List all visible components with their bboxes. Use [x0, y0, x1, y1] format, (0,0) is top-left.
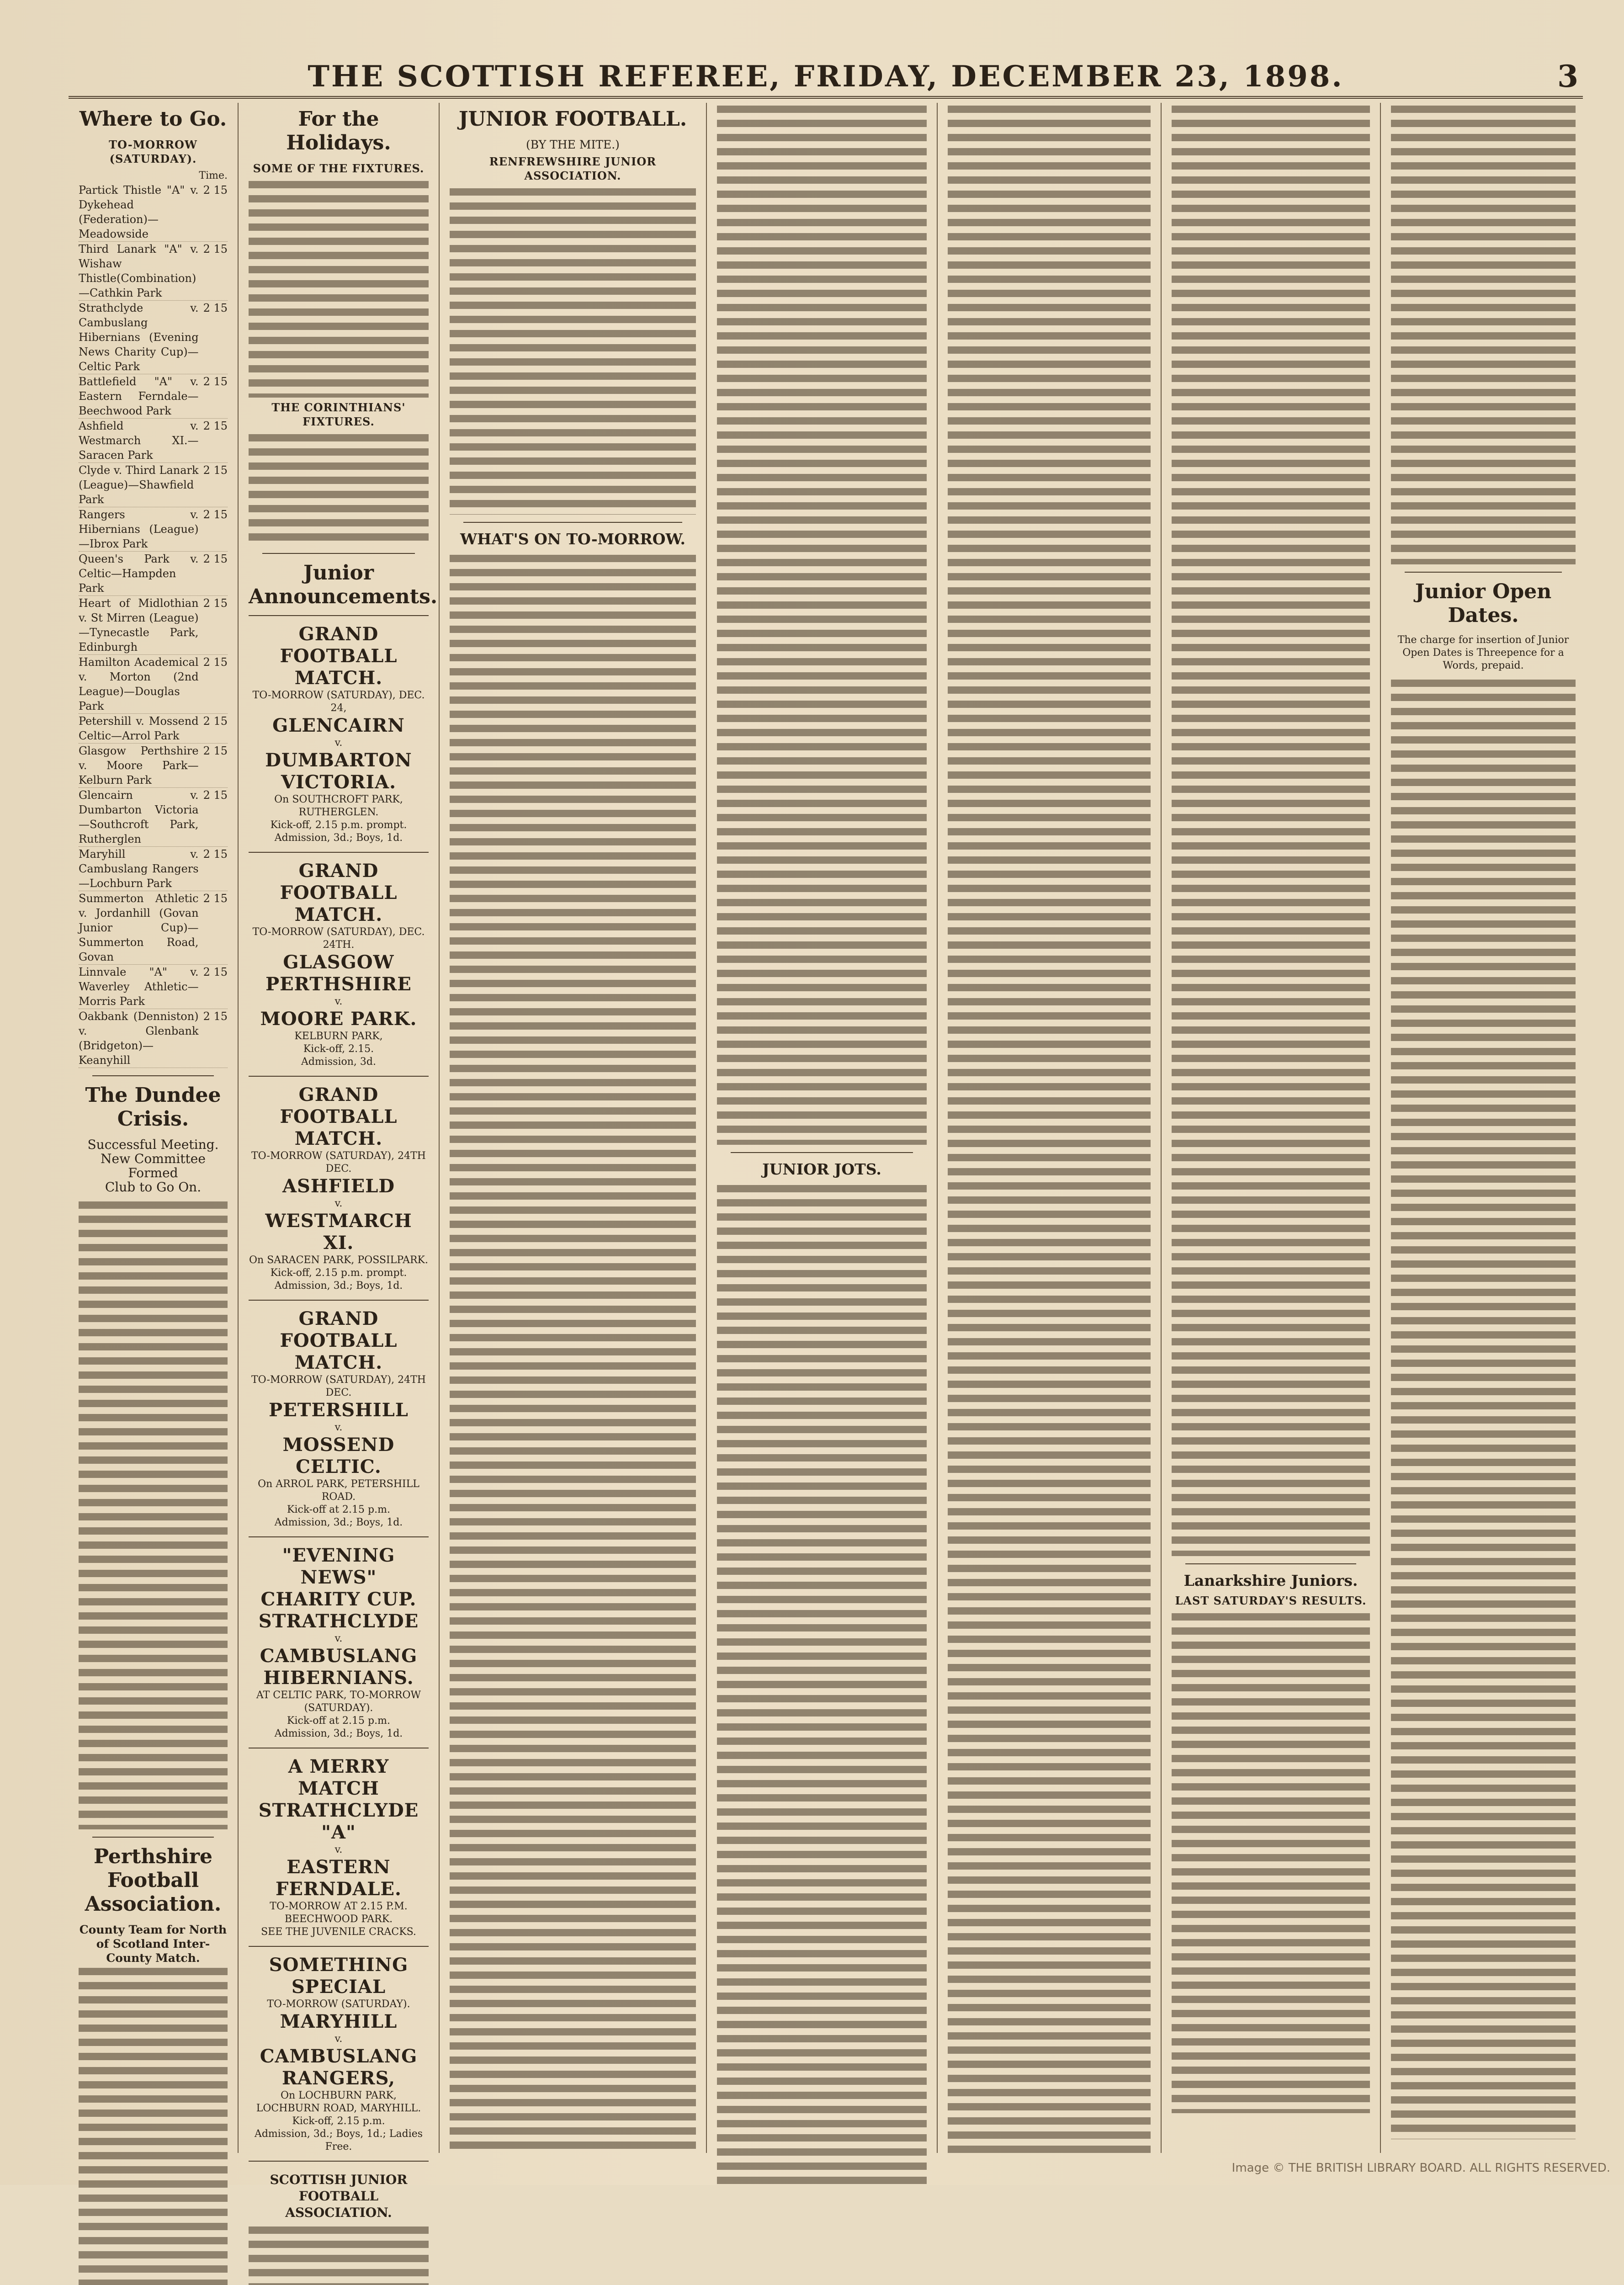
- junior-announcements-heading: Junior Announcements.: [249, 561, 438, 608]
- fixture-time: 2 15: [203, 715, 228, 728]
- masthead-title: THE SCOTTISH REFEREE, FRIDAY, DECEMBER 23, 1898.: [308, 59, 1344, 94]
- advert-team-home: STRATHCLYDE: [258, 1610, 419, 1632]
- advert-venue: KELBURN PARK,: [294, 1031, 383, 1042]
- advert-team-away: WESTMARCH XI.: [265, 1210, 412, 1254]
- advert-date: TO-MORROW (SATURDAY), 24TH DEC.: [251, 1150, 426, 1174]
- fixture-row: [79, 847, 228, 891]
- fixture-time: 2 15: [203, 302, 228, 314]
- fixture-time: 2 15: [203, 1010, 228, 1023]
- match-advert: [249, 1536, 429, 1748]
- holidays-heading: For the Holidays.: [286, 107, 391, 154]
- fixture-match: Petershill v. Mossend Celtic—Arrol Park: [79, 715, 199, 742]
- perthshire-subheading: County Team for North of Scotland Inter-County Match.: [79, 1923, 227, 1965]
- fixture-row: [79, 552, 228, 596]
- masthead: [69, 50, 1583, 99]
- fixture-time: 2 15: [203, 966, 228, 978]
- fixture-match: Linnvale "A" v. Waverley Athletic—Morris Park: [79, 966, 199, 1008]
- match-advert: [249, 1076, 429, 1300]
- versus-mark: v.: [334, 1844, 343, 1855]
- column-holidays: [238, 103, 439, 2220]
- advert-title: GRAND FOOTBALL MATCH.: [280, 1308, 398, 1373]
- advert-title: GRAND FOOTBALL MATCH.: [280, 623, 398, 689]
- advert-kickoff: Kick-off, 2.15 p.m.: [292, 2115, 385, 2127]
- junior-football-byline: (BY THE MITE.): [526, 138, 620, 151]
- fixture-time: 2 15: [203, 744, 228, 757]
- fixture-match: Queen's Park v. Celtic—Hampden Park: [79, 553, 199, 595]
- advert-team-home: PETERSHILL: [269, 1399, 409, 1421]
- fixture-match: Third Lanark "A" v. Wishaw Thistle(Combination)—Cathkin Park: [79, 243, 199, 299]
- fixture-time: 2 15: [203, 508, 228, 521]
- advert-venue: On LOCHBURN PARK, LOCHBURN ROAD, MARYHILL.: [256, 2090, 421, 2114]
- dundee-article-body: [79, 1199, 228, 1829]
- fixture-row: [79, 655, 228, 714]
- advert-date: TO-MORROW (SATURDAY), 24TH DEC.: [251, 1374, 426, 1398]
- versus-mark: v.: [334, 2033, 343, 2045]
- column-notes: [1161, 103, 1380, 2153]
- advert-venue: On SOUTHCROFT PARK, RUTHERGLEN.: [274, 794, 403, 818]
- page-number: 3: [1557, 58, 1578, 94]
- versus-mark: v.: [334, 737, 343, 749]
- fixture-match: Battlefield "A" v. Eastern Ferndale—Beechwood Park: [79, 375, 199, 417]
- fixture-row: [79, 242, 228, 301]
- versus-mark: v.: [334, 1198, 343, 1209]
- renfrewshire-heading: RENFREWSHIRE JUNIOR ASSOCIATION.: [489, 155, 657, 182]
- advert-team-home: GLENCAIRN: [272, 715, 405, 736]
- fixture-match: Oakbank (Denniston) v. Glenbank (Bridgeton)—Keanyhill: [79, 1010, 199, 1067]
- where-to-go-subheading: TO-MORROW (SATURDAY).: [109, 138, 197, 165]
- advert-kickoff: Kick-off, 2.15 p.m. prompt.: [270, 1267, 407, 1279]
- dundee-sub3: Club to Go On.: [105, 1180, 202, 1195]
- fixture-row: [79, 788, 228, 847]
- advert-team-home: ASHFIELD: [282, 1175, 395, 1197]
- open-dates-intro: The charge for insertion of Junior Open Dates is Threepence for a Words, prepaid.: [1397, 634, 1569, 671]
- junior-football-body-1: [450, 186, 696, 515]
- notes-body-1: [1172, 103, 1370, 1556]
- where-to-go-heading: Where to Go.: [79, 107, 227, 131]
- fixture-match: Summerton Athletic v. Jordanhill (Govan Junior Cup)—Summerton Road, Govan: [79, 892, 199, 963]
- fixture-row: [79, 744, 228, 788]
- fixture-time: 2 15: [203, 375, 228, 388]
- advert-title: GRAND FOOTBALL MATCH.: [280, 1084, 398, 1149]
- whats-on-heading: WHAT'S ON TO-MORROW.: [460, 530, 685, 548]
- fixture-time: 2 15: [203, 892, 228, 905]
- dundee-sub2: New Committee Formed: [101, 1151, 206, 1180]
- advert-kickoff: Kick-off, 2.15 p.m. prompt.: [270, 819, 407, 831]
- fixture-match: Hamilton Academical v. Morton (2nd League)—Douglas Park: [79, 656, 199, 712]
- junior-jots-body: [717, 1182, 927, 2188]
- teams-list: [717, 103, 927, 1145]
- open-dates-preamble: [1391, 103, 1576, 564]
- advert-title: GRAND FOOTBALL MATCH.: [280, 860, 398, 925]
- versus-mark: v.: [334, 996, 343, 1007]
- column-junior-football: [439, 103, 706, 2153]
- fixture-time: 2 15: [203, 553, 228, 565]
- fixture-list: [79, 183, 228, 1068]
- column-open-dates: [1380, 103, 1586, 2153]
- fixture-match: Maryhill v. Cambuslang Rangers—Lochburn Park: [79, 848, 199, 890]
- advert-venue: On ARROL PARK, PETERSHILL ROAD.: [258, 1478, 419, 1503]
- fixture-row: [79, 714, 228, 744]
- fixture-row: [79, 419, 228, 463]
- fixture-time: 2 15: [203, 789, 228, 802]
- lanarkshire-subheading: LAST SATURDAY'S RESULTS.: [1175, 1594, 1367, 1607]
- versus-mark: v.: [334, 1633, 343, 1644]
- fixture-row: [79, 507, 228, 552]
- continued-body: [948, 103, 1151, 2159]
- dundee-sub1: Successful Meeting.: [87, 1137, 219, 1152]
- fixture-time: 2 15: [203, 243, 228, 255]
- fixture-time: 2 15: [203, 464, 228, 477]
- match-advert: [249, 615, 429, 852]
- advert-team-home: GLASGOW PERTHSHIRE: [265, 951, 412, 995]
- fixture-row: [79, 463, 228, 507]
- advert-title: "EVENING NEWS" CHARITY CUP.: [260, 1545, 417, 1610]
- advert-venue: On SARACEN PARK, POSSILPARK.: [249, 1254, 428, 1266]
- lanarkshire-body: [1172, 1610, 1370, 2113]
- advert-kickoff: Kick-off at 2.15 p.m.: [287, 1504, 390, 1515]
- lanarkshire-heading: Lanarkshire Juniors.: [1184, 1572, 1358, 1589]
- sjfa-title: SCOTTISH JUNIOR FOOTBALL ASSOCIATION.: [270, 2172, 408, 2220]
- open-dates-list: [1391, 677, 1576, 2139]
- advert-venue: TO-MORROW AT 2.15 P.M. BEECHWOOD PARK.: [270, 1901, 408, 1925]
- fixture-match: Ashfield v. Westmarch XI.—Saracen Park: [79, 420, 199, 462]
- fixture-match: Heart of Midlothian v. St Mirren (League)—Tynecastle Park, Edinburgh: [79, 597, 199, 654]
- corinthians-body: [249, 431, 429, 546]
- fixture-match: Glencairn v. Dumbarton Victoria—Southcroft Park, Rutherglen: [79, 789, 199, 845]
- match-ads: [249, 615, 429, 2161]
- holidays-subheading: SOME OF THE FIXTURES.: [253, 162, 425, 175]
- advert-team-away: DUMBARTON VICTORIA.: [265, 749, 412, 793]
- fixture-match: Clyde v. Third Lanark (League)—Shawfield Park: [79, 464, 199, 506]
- fixture-time: 2 15: [203, 420, 228, 432]
- column-continued: [937, 103, 1161, 2153]
- fixture-match: Partick Thistle "A" v. Dykehead (Federation)—Meadowside: [79, 184, 199, 240]
- fixture-row: [79, 301, 228, 374]
- advert-admission: Admission, 3d.; Boys, 1d.: [274, 1517, 403, 1528]
- match-advert: [249, 1300, 429, 1536]
- advert-admission: Admission, 3d.: [301, 1056, 376, 1068]
- dundee-heading: The Dundee Crisis.: [85, 1084, 221, 1131]
- versus-mark: v.: [334, 1422, 343, 1433]
- perthshire-article-body: [79, 1965, 228, 2285]
- junior-football-heading: JUNIOR FOOTBALL.: [458, 107, 687, 131]
- match-advert: [249, 1748, 429, 1946]
- fixture-time: 2 15: [203, 848, 228, 861]
- advert-kickoff: Kick-off at 2.15 p.m.: [287, 1715, 390, 1727]
- whats-on-body: [450, 552, 696, 2152]
- fixture-row: [79, 596, 228, 655]
- fixture-match: Glasgow Perthshire v. Moore Park—Kelburn Park: [79, 744, 199, 786]
- fixture-time: 2 15: [203, 597, 228, 610]
- advert-admission: Admission, 3d.; Boys, 1d.: [274, 1280, 403, 1291]
- junior-jots-heading: JUNIOR JOTS.: [762, 1160, 881, 1178]
- fixture-row: [79, 183, 228, 242]
- advert-team-away: CAMBUSLANG RANGERS,: [260, 2046, 418, 2089]
- advert-team-away: CAMBUSLANG HIBERNIANS.: [260, 1645, 418, 1689]
- fixture-row: [79, 965, 228, 1009]
- column-teams: [706, 103, 937, 2153]
- sjfa-notice: [249, 2161, 429, 2285]
- advert-title: SOMETHING SPECIAL: [269, 1954, 409, 1998]
- advert-team-away: MOORE PARK.: [260, 1008, 417, 1030]
- advert-team-away: MOSSEND CELTIC.: [282, 1434, 395, 1477]
- advert-date: TO-MORROW (SATURDAY), DEC. 24TH.: [252, 926, 425, 951]
- fixture-row: [79, 891, 228, 965]
- advert-admission: Admission, 3d.; Boys, 1d.; Ladies Free.: [254, 2128, 423, 2152]
- match-advert: [249, 852, 429, 1076]
- fixture-time: 2 15: [203, 184, 228, 197]
- advert-kickoff: SEE THE JUVENILE CRACKS.: [261, 1926, 416, 1938]
- fixture-time: 2 15: [203, 656, 228, 669]
- holidays-fixture-list: [249, 178, 429, 398]
- advert-date: TO-MORROW (SATURDAY).: [267, 1998, 410, 2010]
- advert-title: A MERRY MATCH: [288, 1756, 389, 1799]
- time-label: Time.: [199, 170, 228, 181]
- advert-team-away: EASTERN FERNDALE.: [276, 1856, 402, 1900]
- advert-team-home: MARYHILL: [280, 2011, 398, 2032]
- fixture-match: Strathclyde v. Cambuslang Hibernians (Evening News Charity Cup)—Celtic Park: [79, 302, 199, 373]
- fixture-row: [79, 374, 228, 419]
- advert-date: TO-MORROW (SATURDAY), DEC. 24,: [252, 690, 425, 714]
- advert-kickoff: Kick-off, 2.15.: [303, 1043, 374, 1055]
- fixture-row: [79, 1009, 228, 1068]
- image-credit: Image © THE BRITISH LIBRARY BOARD. ALL RIGHTS RESERVED.: [1231, 2161, 1610, 2175]
- fixture-match: Rangers v. Hibernians (League)—Ibrox Park: [79, 508, 199, 550]
- column-where-to-go: [69, 103, 238, 2153]
- perthshire-heading: Perthshire Football Association.: [85, 1845, 222, 1916]
- advert-admission: Admission, 3d.; Boys, 1d.: [274, 832, 403, 844]
- open-dates-heading: Junior Open Dates.: [1415, 580, 1552, 627]
- corinthians-heading: THE CORINTHIANS' FIXTURES.: [271, 401, 406, 428]
- advert-team-home: STRATHCLYDE "A": [258, 1800, 419, 1843]
- match-advert: [249, 1946, 429, 2161]
- advert-admission: Admission, 3d.; Boys, 1d.: [274, 1728, 403, 1739]
- advert-venue: AT CELTIC PARK, TO-MORROW (SATURDAY).: [256, 1690, 421, 1714]
